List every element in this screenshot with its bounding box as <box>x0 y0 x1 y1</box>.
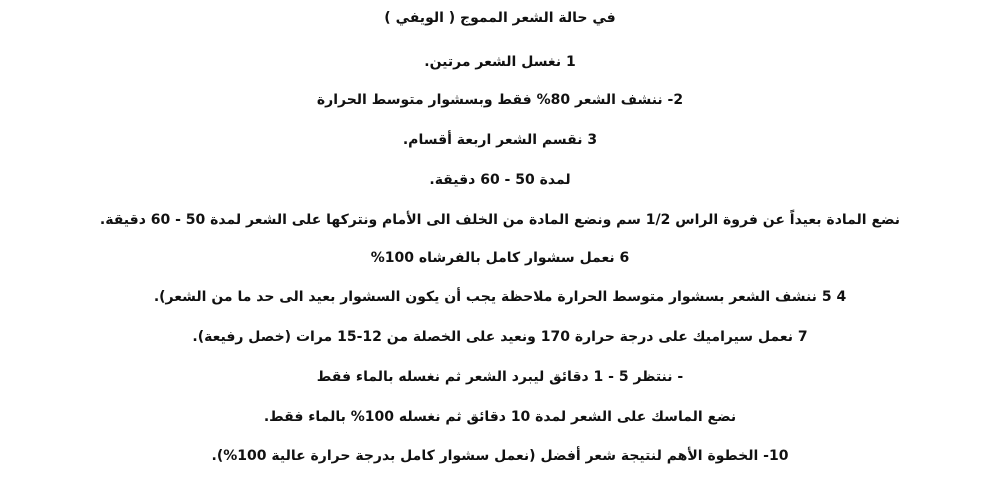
step-line-9: - ننتظر 5 - 1 دقائق ليبرد الشعر ثم نغسله بالماء فقط <box>316 369 684 385</box>
step-line-11: 10- الخطوة الأهم لنتيجة شعر أفضل (نعمل سشوار كامل بدرجة حرارة عالية 100%). <box>211 448 789 464</box>
step-line-8: 7 نعمل سيراميك على درجة حرارة 170 ونعيد على الخصلة من 12-15 مرات (خصل رفيعة). <box>192 329 808 345</box>
step-line-4: لمدة 50 - 60 دقيقة. <box>429 172 571 188</box>
step-line-10: نضع الماسك على الشعر لمدة 10 دقائق ثم نغسله 100% بالماء فقط. <box>263 409 737 425</box>
step-line-3: 3 نقسم الشعر اربعة أقسام. <box>402 132 598 148</box>
step-line-7: 4 5 ننشف الشعر بسشوار متوسط الحرارة ملاحظة يجب أن يكون السشوار بعيد الى حد ما من الشعر). <box>153 289 847 305</box>
document-title: في حالة الشعر المموج ( الويفي ) <box>384 10 616 26</box>
step-line-5: نضع المادة بعيداً عن فروة الراس 1/2 سم ونضع المادة من الخلف الى الأمام ونتركها على الشعر لمدة 50 - 60 دقيقة. <box>99 212 901 228</box>
step-line-1: 1 نغسل الشعر مرتين. <box>424 54 576 70</box>
step-line-6: 6 نعمل سشوار كامل بالفرشاه 100% <box>370 250 630 266</box>
step-line-2: 2- ننشف الشعر 80% فقط وبسشوار متوسط الحرارة <box>316 92 684 108</box>
